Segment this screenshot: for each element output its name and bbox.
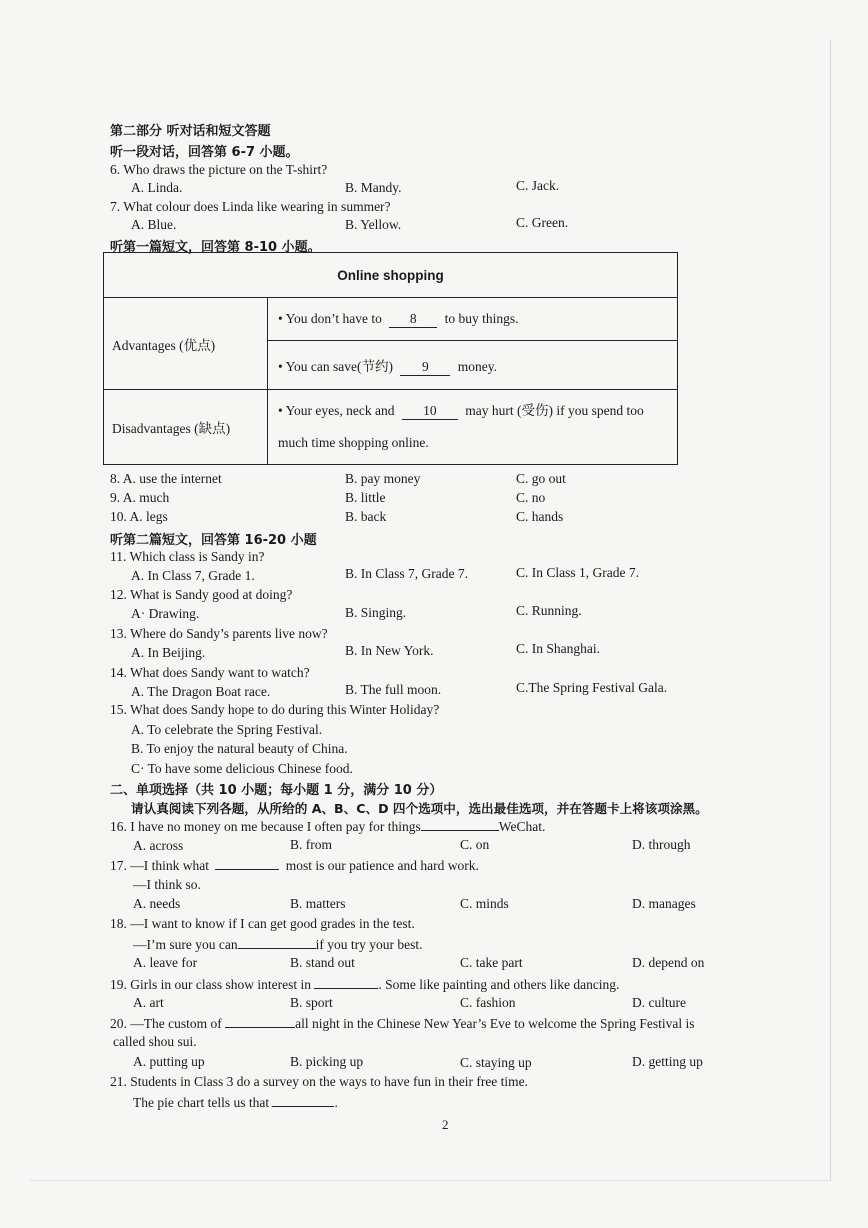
q17-blank[interactable] (215, 857, 279, 870)
q17-option-c[interactable]: C. minds (460, 896, 509, 911)
page-number: 2 (442, 1117, 449, 1132)
dialog-instruction: 听一段对话，回答第 6-7 小题。 (110, 145, 299, 160)
q18-option-d[interactable]: D. depend on (632, 955, 705, 970)
table-row-1 (268, 298, 678, 341)
table-title: Online shopping (104, 253, 678, 298)
q18-stem: 18. —I want to know if I can get good grades in the test. (110, 916, 415, 931)
q6-option-a[interactable]: A. Linda. (131, 180, 183, 195)
q11-option-b[interactable]: B. In Class 7, Grade 7. (345, 566, 468, 581)
q18-reply-end: if you try your best. (315, 937, 423, 952)
q16-stem-text: 16. I have no money on me because I often pay for things (110, 819, 421, 834)
blank-9[interactable]: 9 (400, 359, 450, 376)
q12-option-b[interactable]: B. Singing. (345, 605, 407, 620)
q13-stem: 13. Where do Sandy’s parents live now? (110, 626, 328, 641)
table-row-3 (268, 390, 678, 465)
part2-heading: 第二部分 听对话和短文答题 (110, 124, 271, 139)
q8-option-c[interactable]: C. go out (516, 471, 566, 486)
q18-option-a[interactable]: A. leave for (133, 955, 198, 970)
q17-reply: —I think so. (133, 877, 201, 892)
q21-stem-text: The pie chart tells us that (133, 1095, 270, 1110)
q16-option-d[interactable]: D. through (632, 837, 691, 852)
q14-stem: 14. What does Sandy want to watch? (110, 665, 310, 680)
q19-stem-end: . Some like painting and others like dancing. (378, 977, 620, 992)
q16-stem (110, 818, 545, 835)
q6-stem: 6. Who draws the picture on the T-shirt? (110, 162, 328, 177)
q21-stem: 21. Students in Class 3 do a survey on the ways to have fun in their free time. (110, 1074, 529, 1089)
q6-option-c[interactable]: C. Jack. (516, 178, 560, 193)
disadvantages-label: Disadvantages (缺点) (104, 390, 268, 465)
q19-option-c[interactable]: C. fashion (460, 995, 516, 1010)
q18-option-c[interactable]: C. take part (460, 955, 523, 970)
q16-option-a[interactable]: A. across (133, 838, 184, 853)
q18-reply (133, 936, 422, 953)
q18-blank[interactable] (238, 936, 316, 949)
q20-option-d[interactable]: D. getting up (632, 1054, 703, 1069)
row1-text: • You don’t have to (278, 310, 382, 326)
q7-option-b[interactable]: B. Yellow. (345, 217, 402, 232)
q9-option-a[interactable]: 9. A. much (110, 490, 170, 505)
q20-stem (110, 1015, 695, 1032)
q17-stem-end: most is our patience and hard work. (285, 858, 479, 873)
q19-stem (110, 976, 619, 993)
section2-instruction: 请认真阅读下列各题，从所给的 A、B、C、D 四个选项中，选出最佳选项，并在答题卡上将该项涂黑。 (131, 801, 708, 816)
q18-option-b[interactable]: B. stand out (290, 955, 355, 970)
q12-option-a[interactable]: A· Drawing. (131, 606, 200, 621)
row2-text: • You can save(节约) (278, 358, 393, 374)
advantages-label: Advantages (优点) (104, 298, 268, 390)
q20-stem-line2: called shou sui. (113, 1034, 197, 1049)
q12-option-c[interactable]: C. Running. (516, 603, 582, 618)
q21-stem-end: . (334, 1095, 338, 1110)
online-shopping-table (103, 252, 678, 465)
table-row-2 (268, 341, 678, 390)
q17-stem-text: 17. —I think what (110, 858, 209, 873)
q10-option-b[interactable]: B. back (345, 509, 387, 524)
blank-10[interactable]: 10 (402, 403, 458, 420)
q20-blank[interactable] (225, 1015, 295, 1028)
q15-stem: 15. What does Sandy hope to do during this Winter Holiday? (110, 702, 440, 717)
q15-option-c[interactable]: C· To have some delicious Chinese food. (131, 761, 353, 776)
q13-option-b[interactable]: B. In New York. (345, 643, 434, 658)
q17-stem (110, 857, 479, 874)
q20-stem-text: 20. —The custom of (110, 1016, 222, 1031)
q10-option-a[interactable]: 10. A. legs (110, 509, 168, 524)
q17-option-a[interactable]: A. needs (133, 896, 181, 911)
q19-stem-text: 19. Girls in our class show interest in (110, 977, 311, 992)
q15-option-b[interactable]: B. To enjoy the natural beauty of China. (131, 741, 348, 756)
q17-option-b[interactable]: B. matters (290, 896, 346, 911)
q17-option-d[interactable]: D. manages (632, 896, 696, 911)
q19-option-d[interactable]: D. culture (632, 995, 686, 1010)
q8-option-a[interactable]: 8. A. use the internet (110, 471, 222, 486)
passage2-instruction: 听第二篇短文，回答第 16-20 小题 (110, 533, 317, 548)
q20-stem-end: all night in the Chinese New Year’s Eve to welcome the Spring Festival is (295, 1016, 695, 1031)
q7-option-a[interactable]: A. Blue. (131, 217, 177, 232)
q13-option-c[interactable]: C. In Shanghai. (516, 641, 600, 656)
row3-text-end: may hurt (受伤) if you spend too much time shopping online. (278, 403, 644, 450)
q8-option-b[interactable]: B. pay money (345, 471, 421, 486)
q14-option-a[interactable]: A. The Dragon Boat race. (131, 684, 271, 699)
q6-option-b[interactable]: B. Mandy. (345, 180, 402, 195)
q14-option-c[interactable]: C.The Spring Festival Gala. (516, 680, 668, 695)
q19-blank[interactable] (314, 976, 378, 989)
section2-heading: 二、单项选择（共 10 小题；每小题 1 分，满分 10 分） (110, 783, 443, 798)
q9-option-b[interactable]: B. little (345, 490, 386, 505)
q14-option-b[interactable]: B. The full moon. (345, 682, 442, 697)
q7-option-c[interactable]: C. Green. (516, 215, 569, 230)
blank-8[interactable]: 8 (389, 311, 437, 328)
q19-option-a[interactable]: A. art (133, 995, 164, 1010)
q16-option-c[interactable]: C. on (460, 837, 490, 852)
q16-stem-end: WeChat. (498, 819, 546, 834)
q15-option-a[interactable]: A. To celebrate the Spring Festival. (131, 722, 323, 737)
q19-option-b[interactable]: B. sport (290, 995, 333, 1010)
q16-option-b[interactable]: B. from (290, 837, 332, 852)
passage1-instruction: 听第一篇短文，回答第 8-10 小题。 (110, 240, 321, 255)
q11-option-c[interactable]: C. In Class 1, Grade 7. (516, 565, 639, 580)
q20-option-c[interactable]: C. staying up (460, 1055, 532, 1070)
q21-blank[interactable] (272, 1094, 334, 1107)
q16-blank[interactable] (421, 818, 499, 831)
q7-stem: 7. What colour does Linda like wearing in summer? (110, 199, 391, 214)
q20-option-a[interactable]: A. putting up (133, 1054, 205, 1069)
row3-text: • Your eyes, neck and (278, 403, 395, 418)
q20-option-b[interactable]: B. picking up (290, 1054, 364, 1069)
q11-stem: 11. Which class is Sandy in? (110, 549, 265, 564)
row1-text-end: to buy things. (444, 310, 519, 326)
q12-stem: 12. What is Sandy good at doing? (110, 587, 293, 602)
q13-option-a[interactable]: A. In Beijing. (131, 645, 206, 660)
row2-text-end: money. (457, 358, 497, 374)
q10-option-c[interactable]: C. hands (516, 509, 564, 524)
q9-option-c[interactable]: C. no (516, 490, 546, 505)
q18-reply-text: —I’m sure you can (133, 937, 238, 952)
q21-stem-line2 (133, 1094, 338, 1111)
q11-option-a[interactable]: A. In Class 7, Grade 1. (131, 568, 255, 583)
